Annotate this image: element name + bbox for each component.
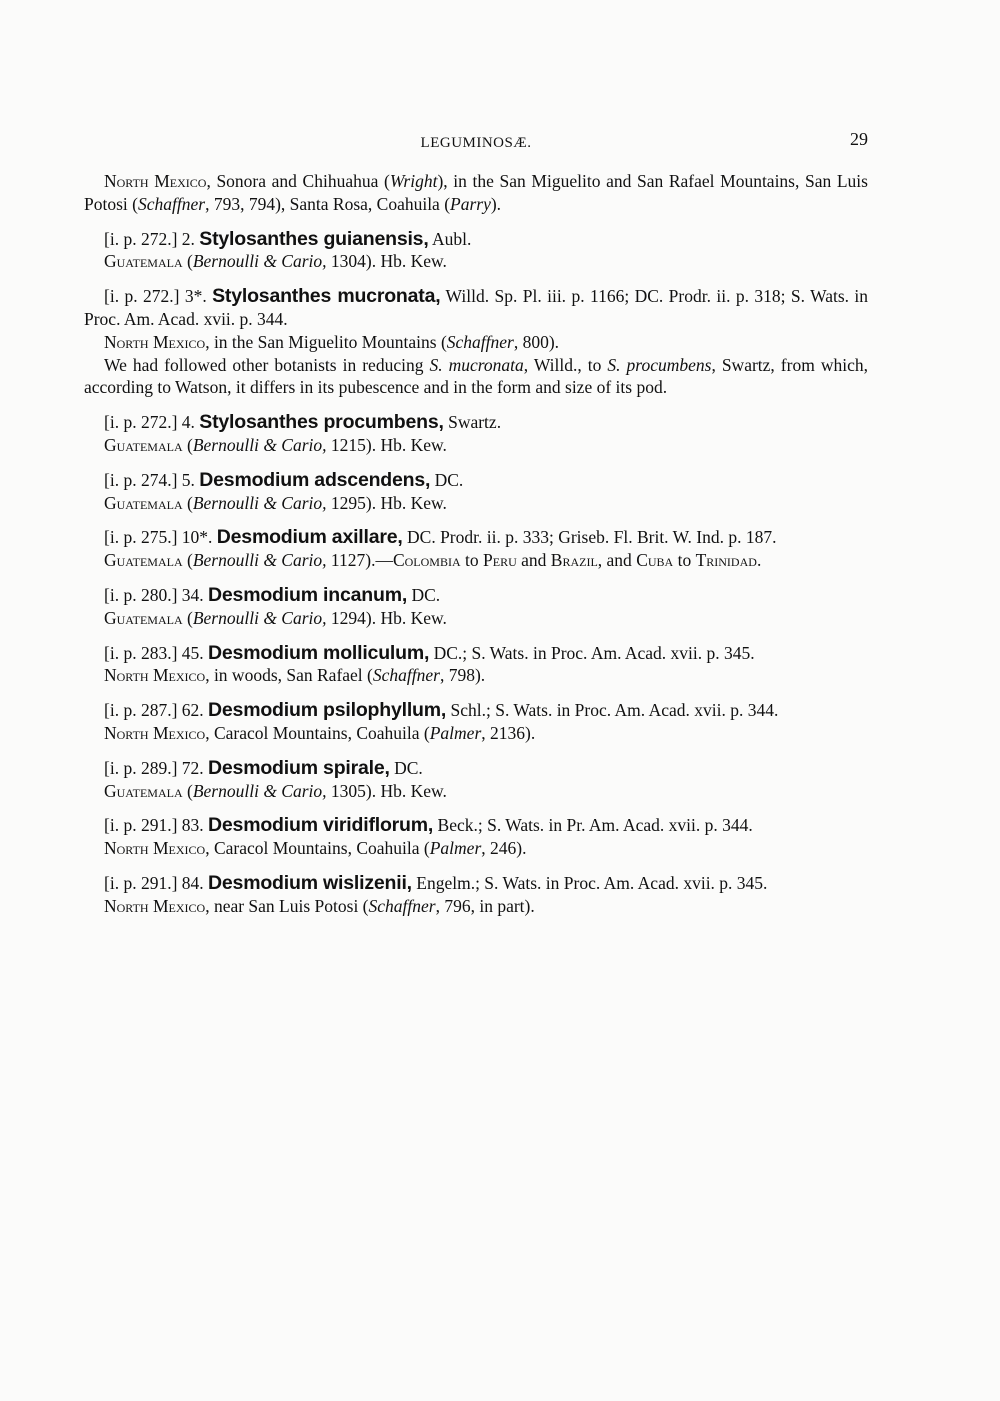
collector-name: Palmer bbox=[429, 722, 482, 743]
collector-name: Schaffner bbox=[446, 331, 514, 352]
text-run: We had followed other botanists in reducing bbox=[104, 354, 430, 375]
author-citation: DC.; S. Wats. in Proc. Am. Acad. xvii. p. 345. bbox=[433, 642, 755, 663]
text-run: , 793, 794), Santa Rosa, Coahuila ( bbox=[205, 193, 451, 214]
locality-line bbox=[84, 434, 868, 457]
text-run: ). bbox=[490, 193, 502, 214]
collector-name: Parry bbox=[450, 193, 491, 214]
locality-line bbox=[84, 607, 868, 630]
species-number: 10*. bbox=[181, 527, 213, 548]
note-paragraph bbox=[84, 354, 868, 400]
text-run: to bbox=[673, 550, 696, 571]
region-name: Cuba bbox=[636, 550, 674, 571]
author-citation: Willd. Sp. Pl. iii. p. 1166; DC. Prodr. ii. p. 318; S. Wats. in Proc. Am. Acad. xvii. p. 344. bbox=[84, 286, 869, 329]
species-italic: S. procumbens bbox=[607, 354, 712, 375]
region-name: Guatemala bbox=[104, 492, 183, 513]
region-name: North Mexico bbox=[104, 895, 206, 916]
region-name: Trinidad bbox=[695, 550, 757, 571]
text-run: ( bbox=[187, 492, 193, 513]
region-name: Peru bbox=[483, 550, 517, 571]
species-entry bbox=[84, 526, 868, 549]
species-name: Desmodium psilophyllum, bbox=[208, 699, 447, 722]
species-entry bbox=[84, 584, 868, 607]
collector-name: Schaffner bbox=[368, 895, 436, 916]
species-number: 84. bbox=[181, 872, 204, 893]
collector-name: Schaffner bbox=[137, 193, 206, 214]
species-number: 4. bbox=[181, 412, 195, 433]
author-citation: Beck.; S. Wats. in Pr. Am. Acad. xvii. p. 344. bbox=[437, 815, 753, 836]
collector-name: Bernoulli & Cario, bbox=[192, 434, 327, 455]
species-italic: S. mucronata bbox=[429, 354, 524, 375]
text-run: , Swartz, from which, according to Watson, it differs in its pubescence and in the form and size of its pod. bbox=[84, 354, 868, 398]
author-citation: DC. Prodr. ii. p. 333; Griseb. Fl. Brit. W. Ind. p. 187. bbox=[407, 527, 777, 548]
author-citation: Engelm.; S. Wats. in Proc. Am. Acad. xvii. p. 345. bbox=[416, 872, 768, 893]
locality-line bbox=[84, 780, 868, 803]
region-name: Guatemala bbox=[104, 607, 183, 628]
text-run: 1127).— bbox=[326, 550, 393, 571]
author-citation: DC. bbox=[411, 584, 441, 605]
text-run: 1294). Hb. Kew. bbox=[326, 607, 447, 628]
text-run: 1304). Hb. Kew. bbox=[326, 251, 447, 272]
collector-name: Palmer bbox=[429, 838, 482, 859]
locality-line bbox=[84, 837, 868, 860]
text-run: , 246). bbox=[481, 838, 527, 859]
region-name: Guatemala bbox=[104, 434, 183, 455]
text-run: , 796, in part). bbox=[435, 895, 535, 916]
volume-reference: [i. p. 289.] bbox=[104, 757, 178, 778]
text-run: ( bbox=[187, 550, 193, 571]
page-header bbox=[84, 128, 868, 156]
species-entry bbox=[84, 285, 868, 331]
text-run: , Sonora and Chihuahua ( bbox=[206, 171, 390, 191]
volume-reference: [i. p. 287.] bbox=[104, 700, 178, 721]
text-run: and bbox=[516, 550, 551, 571]
text-run: , in the San Miguelito Mountains ( bbox=[205, 331, 447, 352]
collector-name: Bernoulli & Cario, bbox=[192, 492, 327, 513]
text-run: ( bbox=[187, 607, 193, 628]
volume-reference: [i. p. 274.] bbox=[104, 469, 178, 490]
locality-line bbox=[84, 492, 868, 515]
species-name: Desmodium wislizenii, bbox=[208, 871, 412, 894]
species-number: 72. bbox=[181, 757, 204, 778]
species-entry bbox=[84, 757, 868, 780]
collector-name: Bernoulli & Cario, bbox=[192, 251, 327, 272]
locality-line bbox=[84, 250, 868, 273]
species-name: Desmodium axillare, bbox=[216, 526, 403, 549]
species-name: Desmodium adscendens, bbox=[199, 468, 431, 491]
species-number: 3*. bbox=[184, 286, 207, 307]
locality-line bbox=[84, 895, 868, 918]
species-entry bbox=[84, 411, 868, 434]
species-name: Desmodium incanum, bbox=[208, 583, 408, 606]
species-entry bbox=[84, 642, 868, 665]
region-name: Guatemala bbox=[104, 550, 183, 571]
volume-reference: [i. p. 280.] bbox=[104, 584, 178, 605]
species-number: 34. bbox=[181, 584, 204, 605]
text-run: , Caracol Mountains, Coahuila ( bbox=[205, 722, 430, 743]
text-run: , 800). bbox=[513, 331, 560, 352]
species-name: Stylosanthes mucronata, bbox=[212, 285, 441, 308]
locality-line bbox=[84, 722, 868, 745]
species-entry bbox=[84, 228, 868, 251]
region-name: North Mexico bbox=[104, 331, 206, 352]
locality-paragraph bbox=[84, 170, 868, 216]
collector-name: Bernoulli & Cario, bbox=[192, 550, 327, 571]
text-run: . bbox=[756, 550, 762, 571]
species-name: Desmodium viridiflorum, bbox=[208, 814, 434, 837]
region-name: North Mexico bbox=[104, 665, 206, 686]
species-name: Desmodium molliculum, bbox=[208, 641, 430, 664]
species-name: Stylosanthes procumbens, bbox=[199, 411, 444, 434]
volume-reference: [i. p. 291.] bbox=[104, 872, 178, 893]
species-number: 83. bbox=[181, 815, 204, 836]
species-number: 2. bbox=[181, 228, 195, 249]
region-name: North Mexico bbox=[104, 171, 207, 191]
text-run: , in woods, San Rafael ( bbox=[205, 665, 373, 686]
text-run: , Caracol Mountains, Coahuila ( bbox=[205, 838, 430, 859]
volume-reference: [i. p. 291.] bbox=[104, 815, 178, 836]
species-entry bbox=[84, 699, 868, 722]
text-run: ( bbox=[187, 251, 193, 272]
text-run: , Willd., to bbox=[523, 354, 608, 375]
volume-reference: [i. p. 275.] bbox=[104, 527, 178, 548]
species-name: Desmodium spirale, bbox=[208, 756, 390, 779]
locality-line bbox=[84, 664, 868, 687]
region-name: Guatemala bbox=[104, 780, 183, 801]
region-name: North Mexico bbox=[104, 838, 206, 859]
region-name: Colombia bbox=[392, 550, 461, 571]
text-run: to bbox=[460, 550, 484, 571]
text-run: , 2136). bbox=[481, 722, 536, 743]
text-run: ), in the San Miguelito and San Rafael Mountains, San Luis Potosi ( bbox=[84, 171, 868, 214]
region-name: Guatemala bbox=[104, 251, 183, 272]
region-name: North Mexico bbox=[104, 722, 206, 743]
species-entry bbox=[84, 814, 868, 837]
volume-reference: [i. p. 272.] bbox=[104, 228, 178, 249]
author-citation: DC. bbox=[434, 469, 464, 490]
locality-line bbox=[84, 331, 868, 354]
species-name: Stylosanthes guianensis, bbox=[199, 227, 429, 250]
text-run: 1305). Hb. Kew. bbox=[326, 780, 447, 801]
document-page bbox=[84, 128, 868, 918]
volume-reference: [i. p. 283.] bbox=[104, 642, 178, 663]
species-number: 5. bbox=[181, 469, 195, 490]
collector-name: Bernoulli & Cario, bbox=[192, 780, 327, 801]
collector-name: Schaffner bbox=[372, 665, 440, 686]
page-number: 29 bbox=[850, 129, 868, 149]
text-run: , near San Luis Potosi ( bbox=[205, 895, 369, 916]
species-number: 62. bbox=[181, 700, 204, 721]
collector-name: Wright bbox=[389, 171, 438, 191]
author-citation: Swartz. bbox=[448, 412, 502, 433]
text-run: ( bbox=[187, 434, 193, 455]
volume-reference: [i. p. 272.] bbox=[104, 412, 178, 433]
region-name: Brazil bbox=[550, 550, 598, 571]
author-citation: Schl.; S. Wats. in Proc. Am. Acad. xvii. p. 344. bbox=[450, 700, 779, 721]
text-run: , 798). bbox=[439, 665, 486, 686]
text-run: , and bbox=[597, 550, 637, 571]
species-entry bbox=[84, 469, 868, 492]
text-run: ( bbox=[187, 780, 193, 801]
author-citation: DC. bbox=[394, 757, 423, 778]
author-citation: Aubl. bbox=[431, 228, 472, 249]
collector-name: Bernoulli & Cario, bbox=[192, 607, 327, 628]
species-entry bbox=[84, 872, 868, 895]
text-run: 1295). Hb. Kew. bbox=[326, 492, 447, 513]
species-number: 45. bbox=[181, 642, 204, 663]
text-run: 1215). Hb. Kew. bbox=[326, 434, 447, 455]
locality-line bbox=[84, 549, 868, 572]
running-title: LEGUMINOSÆ. bbox=[420, 135, 532, 151]
volume-reference: [i. p. 272.] bbox=[104, 286, 180, 307]
